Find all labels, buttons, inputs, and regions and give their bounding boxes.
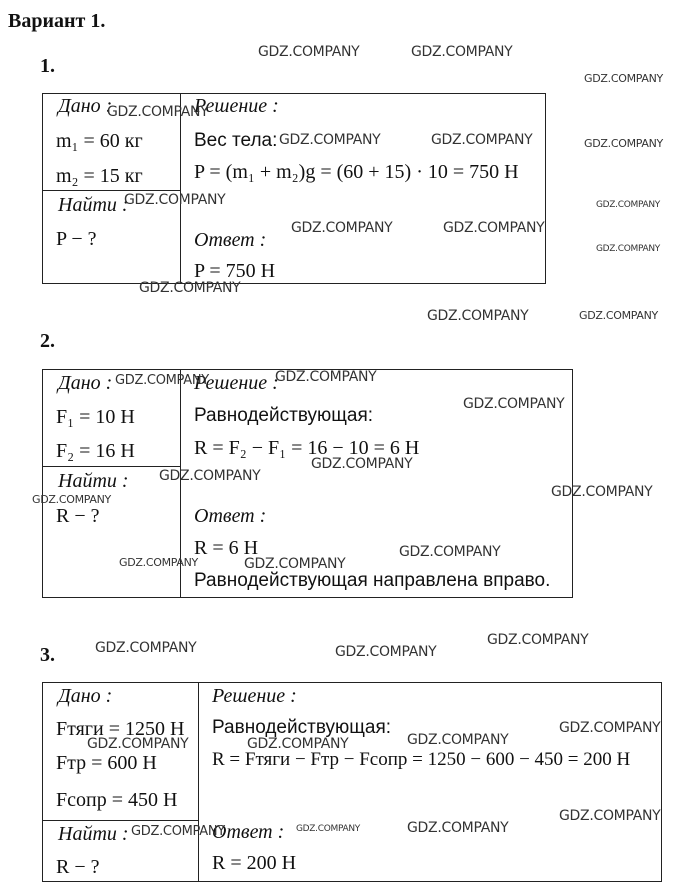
- problem-3-formula: R = Fтяги − Fтр − Fсопр = 1250 − 600 − 450 = 200 Н: [212, 749, 631, 770]
- problem-2-answer-note: Равнодействующая направлена вправо.: [194, 570, 551, 591]
- problem-2-number: 2.: [40, 330, 55, 352]
- watermark: GDZ.COMPANY: [431, 132, 533, 148]
- watermark: GDZ.COMPANY: [95, 640, 197, 656]
- watermark: GDZ.COMPANY: [107, 104, 209, 120]
- problem-1-answer-label: Ответ :: [194, 229, 267, 251]
- problem-3-answer: R = 200 Н: [212, 852, 297, 874]
- problem-1-solution-label: Решение :: [194, 95, 279, 117]
- problem-2-given-f2: F₂ = 16 Н: [56, 440, 135, 462]
- problem-2-solution-text: Равнодействующая:: [194, 405, 374, 426]
- watermark: GDZ.COMPANY: [159, 468, 261, 484]
- problem-1-given-m2: m₂ = 15 кг: [56, 165, 143, 187]
- watermark: GDZ.COMPANY: [579, 309, 658, 322]
- problem-2-answer: R = 6 Н: [194, 537, 259, 559]
- problem-2-find: R − ?: [56, 505, 100, 527]
- watermark: GDZ.COMPANY: [407, 820, 509, 836]
- problem-1-given-label: Дано :: [58, 95, 113, 117]
- problem-3-given-ffriction: Fтр = 600 Н: [56, 752, 157, 774]
- watermark: GDZ.COMPANY: [584, 137, 663, 150]
- watermark: GDZ.COMPANY: [119, 556, 198, 569]
- watermark: GDZ.COMPANY: [275, 369, 377, 385]
- problem-2-solution-label: Решение :: [194, 372, 279, 394]
- watermark: GDZ.COMPANY: [311, 456, 413, 472]
- watermark: GDZ.COMPANY: [247, 736, 349, 752]
- watermark: GDZ.COMPANY: [411, 44, 513, 60]
- problem-2-given-label: Дано :: [58, 372, 113, 394]
- watermark: GDZ.COMPANY: [258, 44, 360, 60]
- watermark: GDZ.COMPANY: [443, 220, 545, 236]
- watermark: GDZ.COMPANY: [139, 280, 241, 296]
- problem-1-number: 1.: [40, 55, 55, 77]
- watermark: GDZ.COMPANY: [115, 373, 209, 388]
- problem-3-find: R − ?: [56, 856, 100, 878]
- problem-1-answer: P = 750 Н: [194, 260, 276, 282]
- problem-3-find-label: Найти :: [58, 823, 129, 845]
- problem-2-answer-label: Ответ :: [194, 505, 267, 527]
- watermark: GDZ.COMPANY: [32, 493, 111, 506]
- watermark: GDZ.COMPANY: [399, 544, 501, 560]
- watermark: GDZ.COMPANY: [124, 192, 226, 208]
- watermark: GDZ.COMPANY: [87, 736, 189, 752]
- problem-3-solution-text: Равнодействующая:: [212, 717, 392, 738]
- problem-3-given-fresist: Fсопр = 450 Н: [56, 789, 178, 811]
- watermark: GDZ.COMPANY: [559, 720, 661, 736]
- watermark: GDZ.COMPANY: [279, 132, 381, 148]
- watermark: GDZ.COMPANY: [291, 220, 393, 236]
- problem-3-given-label: Дано :: [58, 685, 113, 707]
- problem-2-given-f1: F₁ = 10 Н: [56, 406, 135, 428]
- watermark: GDZ.COMPANY: [559, 808, 661, 824]
- watermark: GDZ.COMPANY: [407, 732, 509, 748]
- problem-2-formula: R = F₂ − F₁ = 16 − 10 = 6 Н: [194, 437, 420, 459]
- watermark: GDZ.COMPANY: [335, 644, 437, 660]
- watermark: GDZ.COMPANY: [596, 200, 661, 210]
- watermark: GDZ.COMPANY: [131, 824, 225, 839]
- problem-1-formula: P = (m₁ + m₂)g = (60 + 15) · 10 = 750 Н: [194, 161, 519, 183]
- watermark: GDZ.COMPANY: [296, 824, 361, 834]
- watermark: GDZ.COMPANY: [487, 632, 589, 648]
- watermark: GDZ.COMPANY: [551, 484, 653, 500]
- watermark: GDZ.COMPANY: [463, 396, 565, 412]
- problem-3-given-fthrust: Fтяги = 1250 Н: [56, 718, 185, 740]
- problem-3-answer-label: Ответ :: [212, 821, 285, 843]
- problem-2-find-label: Найти :: [58, 470, 129, 492]
- watermark: GDZ.COMPANY: [427, 308, 529, 324]
- problem-1-find: P − ?: [56, 228, 97, 250]
- watermark: GDZ.COMPANY: [244, 556, 346, 572]
- watermark: GDZ.COMPANY: [596, 244, 661, 254]
- problem-1-find-label: Найти :: [58, 194, 129, 216]
- problem-1-solution-text: Вес тела:: [194, 130, 278, 151]
- problem-3-number: 3.: [40, 644, 55, 666]
- problem-3-solution-label: Решение :: [212, 685, 297, 707]
- watermark: GDZ.COMPANY: [584, 72, 663, 85]
- variant-title: Вариант 1.: [8, 10, 106, 32]
- problem-1-given-m1: m₁ = 60 кг: [56, 130, 143, 152]
